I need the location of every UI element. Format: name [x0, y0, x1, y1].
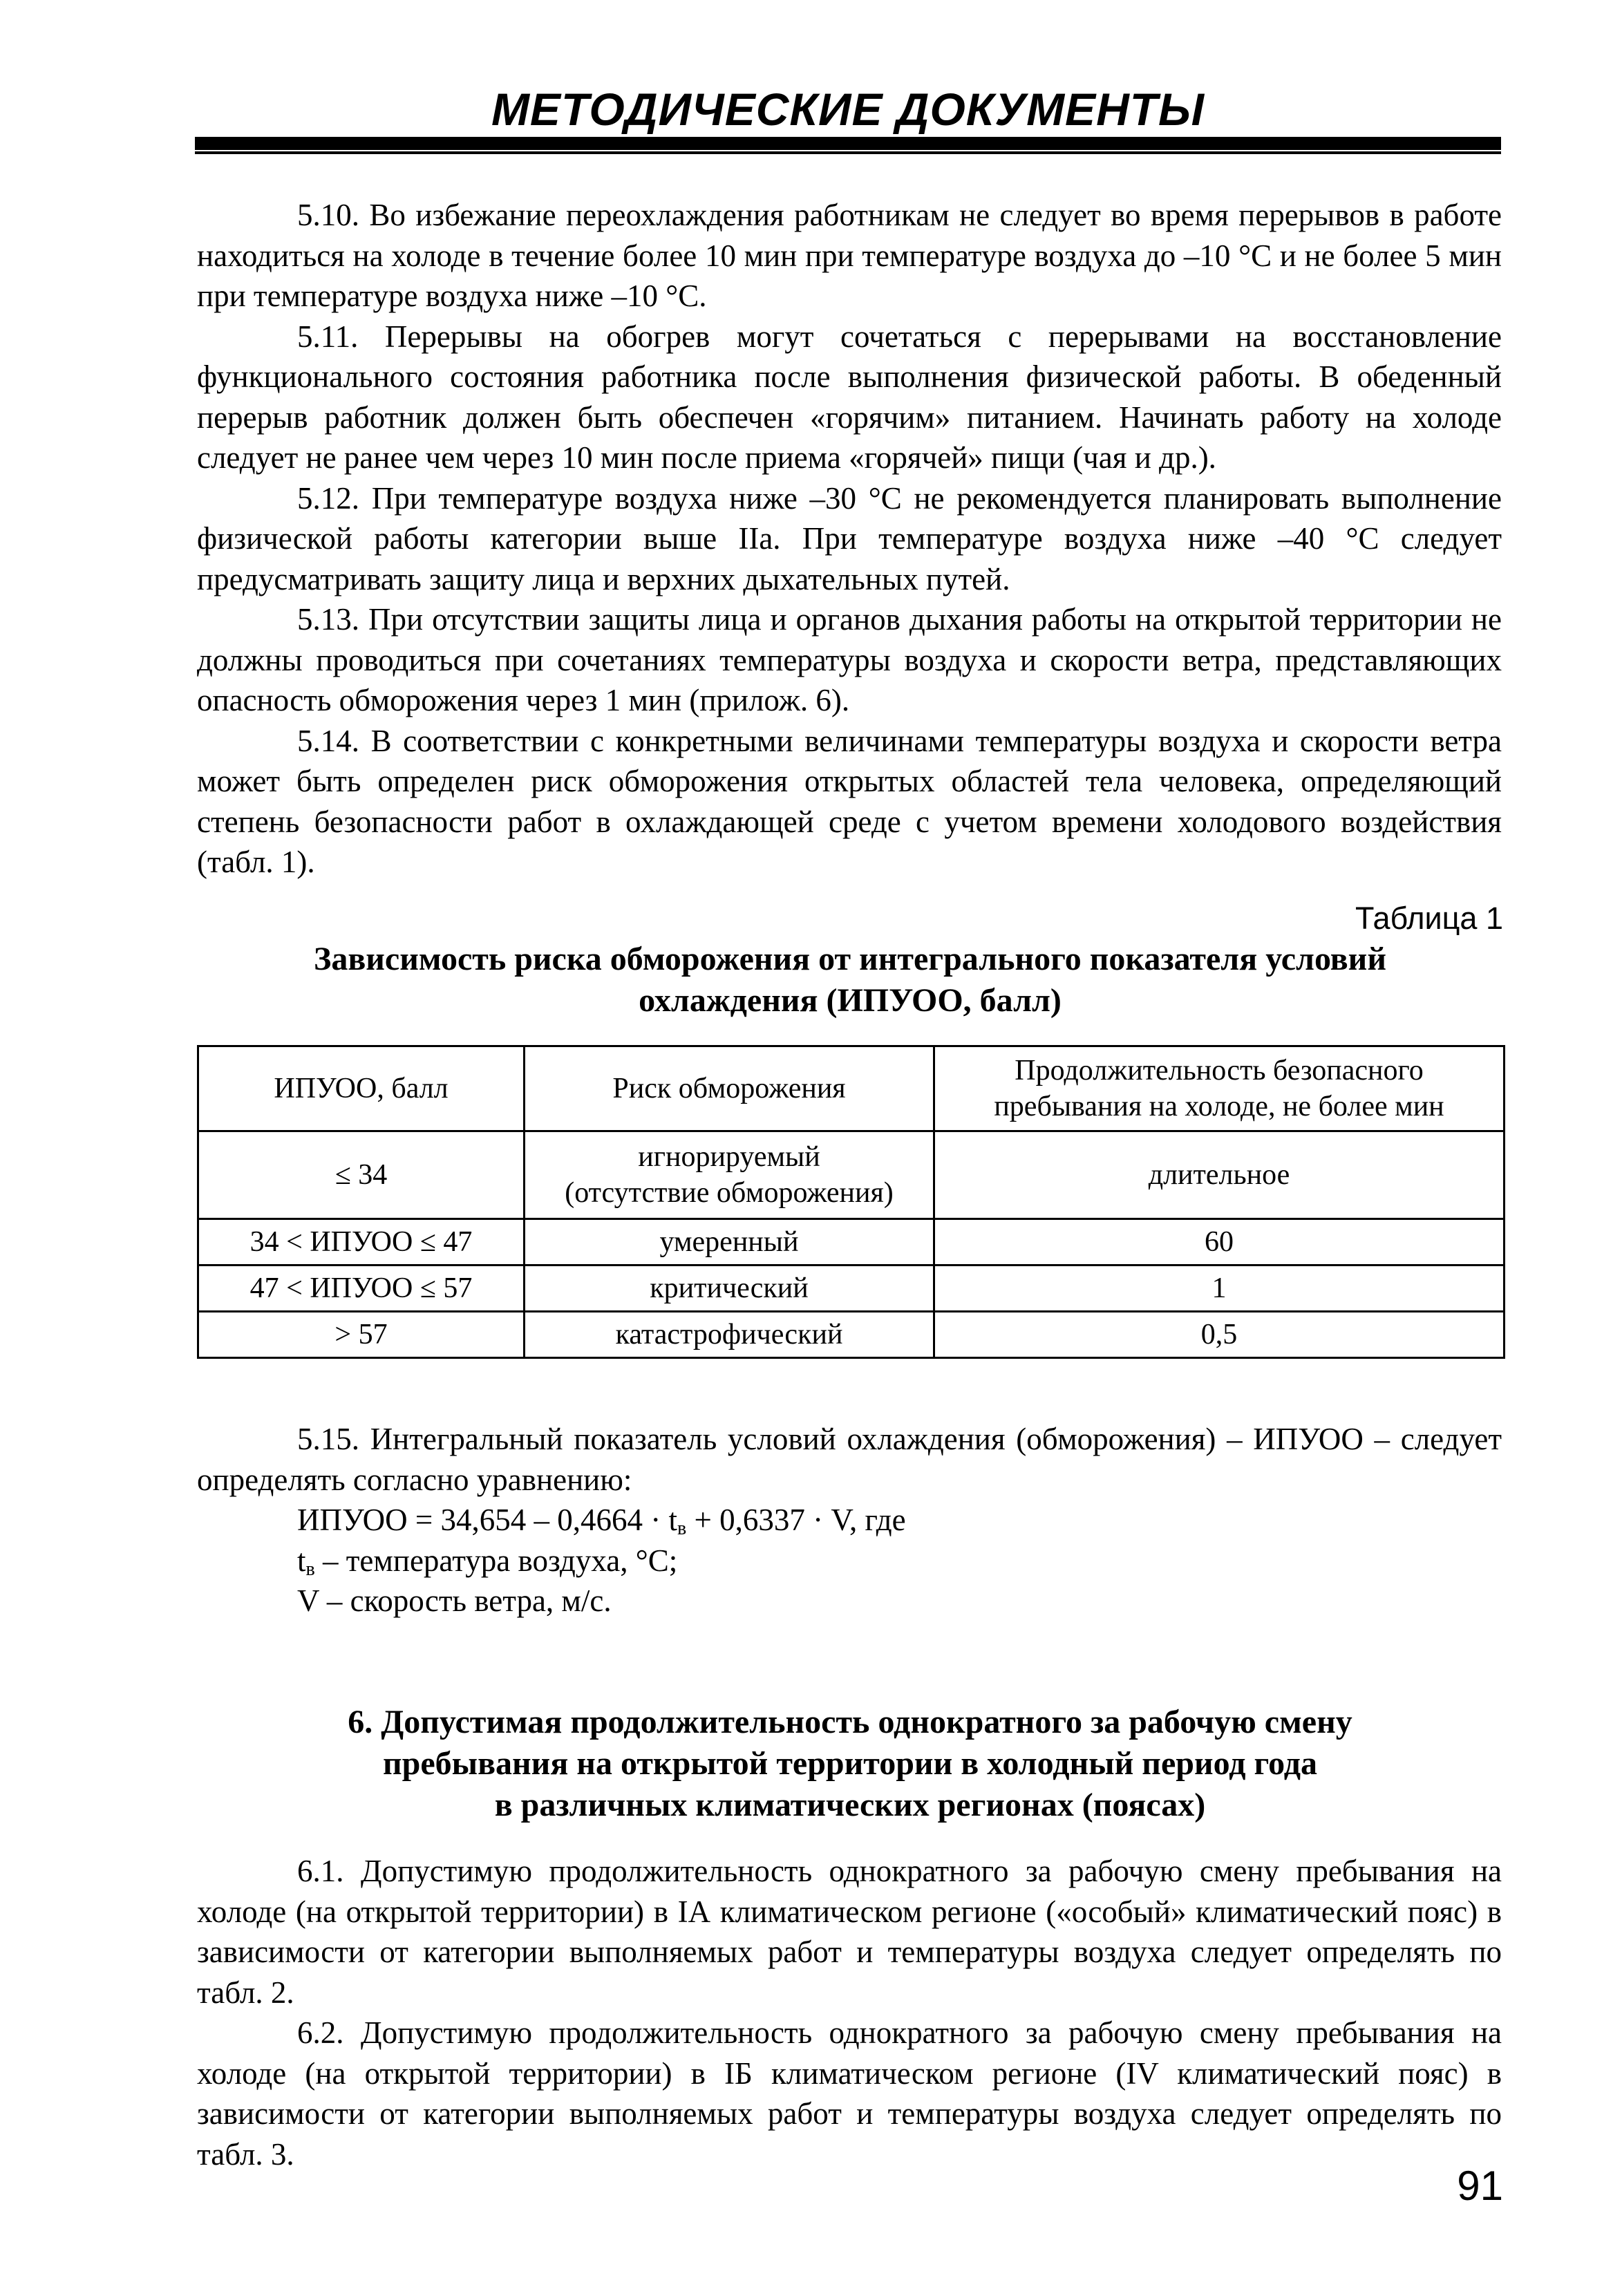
definition-t-symbol: t — [297, 1543, 306, 1578]
table-title-line-1: Зависимость риска обморожения от интегрального показателя условий — [314, 941, 1386, 977]
cell-risk — [525, 1131, 934, 1219]
definition-t-subscript: в — [305, 1558, 315, 1580]
formula-suffix: + 0,6337 · V, где — [686, 1503, 906, 1537]
cell-ipuoo: 34 < ИПУОО ≤ 47 — [198, 1219, 525, 1265]
paragraph-5-11: 5.11. Перерывы на обогрев могут сочетаться с перерывами на восстановление функционального состояния работника после выполнения физической работы. В обеденный перерыв работник должен быть обеспечен «горячим» питанием. Начинать работу на холоде следует не ранее чем через 10 мин после приема «горячей» пищи (чая и др.). — [197, 319, 1502, 475]
table-title-line-2: охлаждения (ИПУОО, балл) — [639, 982, 1062, 1019]
formula-prefix: ИПУОО = 34,654 – 0,4664 · t — [297, 1503, 677, 1537]
cell-duration: 1 — [934, 1265, 1505, 1312]
paragraph-5-13: 5.13. При отсутствии защиты лица и органов дыхания работы на открытой территории не должны проводиться при сочетаниях температуры воздуха и скорости ветра, представляющих опасность обморожения через 1 мин (прилож. 6). — [197, 602, 1502, 717]
paragraph-5-14: 5.14. В соответствии с конкретными величинами температуры воздуха и скорости ветра может быть определен риск обморожения открытых областей тела человека, определяющий степень безопасности работ в охлаждающей среде с учетом времени холодового воздействия (табл. 1). — [197, 723, 1502, 879]
cell-ipuoo: 47 < ИПУОО ≤ 57 — [198, 1265, 525, 1312]
section-6-heading-line-1: 6. Допустимая продолжительность однократного за рабочую смену — [348, 1704, 1352, 1740]
section-6-heading — [197, 1702, 1503, 1826]
paragraphs-5-10-to-5-14 — [197, 195, 1502, 883]
paragraph-5-10: 5.10. Во избежание переохлаждения работникам не следует во время перерывов в работе находиться на холоде в течение более 10 мин при температуре воздуха до –10 °С и не более 5 мин при температуре воздуха ниже –10 °С. — [197, 198, 1502, 313]
table-row — [198, 1312, 1505, 1358]
cell-ipuoo: ≤ 34 — [198, 1131, 525, 1219]
cell-ipuoo: > 57 — [198, 1312, 525, 1358]
paragraph-5-12: 5.12. При температуре воздуха ниже –30 °С не рекомендуется планировать выполнение физической работы категории выше IIа. При температуре воздуха ниже –40 °С следует предусматривать защиту лица и верхних дыхательных путей. — [197, 480, 1502, 596]
cell-risk: умеренный — [525, 1219, 934, 1265]
definition-t-text: – температура воздуха, °С; — [314, 1543, 678, 1578]
section-6-heading-line-2: пребывания на открытой территории в холодный период года — [382, 1745, 1318, 1782]
page-number: 91 — [1457, 2163, 1503, 2209]
table-caption: Таблица 1 — [1355, 901, 1503, 936]
table-header-row — [198, 1046, 1505, 1131]
cell-risk: критический — [525, 1265, 934, 1312]
definition-t — [197, 1541, 1502, 1581]
section-6-paragraphs — [197, 1851, 1502, 2174]
column-header-ipuoo: ИПУОО, балл — [198, 1046, 525, 1131]
paragraph-5-15 — [197, 1419, 1502, 1621]
cell-risk-line-2: (отсутствие обморожения) — [565, 1177, 894, 1209]
table-title — [197, 939, 1503, 1022]
ipuoo-formula — [197, 1500, 1502, 1541]
running-header-title: МЕТОДИЧЕСКИЕ ДОКУМЕНТЫ — [491, 84, 1205, 135]
table-row — [198, 1131, 1505, 1219]
cell-risk-line-1: игнорируемый — [638, 1141, 820, 1173]
column-header-risk: Риск обморожения — [525, 1046, 934, 1131]
header-rule-thick — [195, 137, 1501, 150]
frostbite-risk-table — [197, 1045, 1505, 1359]
cell-risk: катастрофический — [525, 1312, 934, 1358]
header-rule-thin — [195, 151, 1501, 154]
paragraph-6-1: 6.1. Допустимую продолжительность однократного за рабочую смену пребывания на холоде (на открытой территории) в IА климатическом регионе («особый» климатический пояс) в зависимости от категории выполняемых работ и температуры воздуха следует определять по табл. 2. — [197, 1854, 1502, 2010]
formula-subscript: в — [677, 1518, 687, 1539]
cell-duration: 0,5 — [934, 1312, 1505, 1358]
column-header-duration: Продолжительность безопасного пребывания на холоде, не более мин — [934, 1046, 1505, 1131]
paragraph-6-2: 6.2. Допустимую продолжительность однократного за рабочую смену пребывания на холоде (на открытой территории) в IБ климатическом регионе (IV климатический пояс) в зависимости от категории выполняемых работ и температуры воздуха следует определять по табл. 3. — [197, 2015, 1502, 2172]
definition-v: V – скорость ветра, м/с. — [297, 1583, 612, 1618]
section-6-heading-line-3: в различных климатических регионах (поясах) — [494, 1787, 1206, 1823]
table-row — [198, 1265, 1505, 1312]
cell-duration: 60 — [934, 1219, 1505, 1265]
table-row — [198, 1219, 1505, 1265]
cell-duration: длительное — [934, 1131, 1505, 1219]
paragraph-5-15-intro: 5.15. Интегральный показатель условий охлаждения (обморожения) – ИПУОО – следует определять согласно уравнению: — [197, 1422, 1502, 1497]
